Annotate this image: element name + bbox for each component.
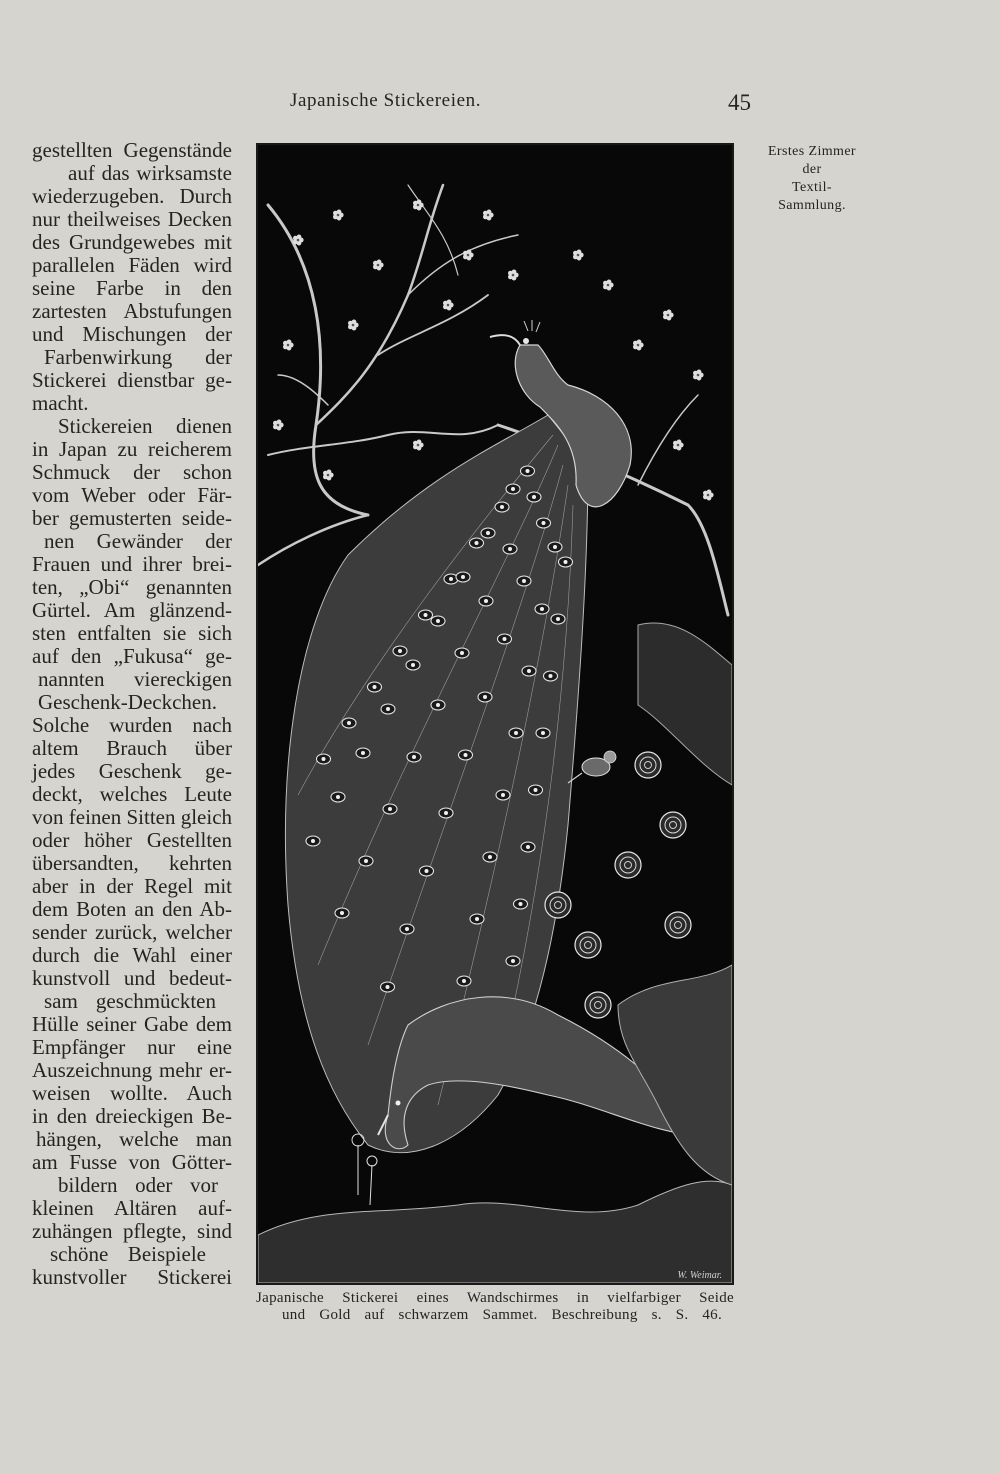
tail-eyespot: [331, 792, 345, 802]
rose-outer: [615, 852, 641, 878]
eyespot-center: [347, 721, 351, 725]
eyespot-center: [322, 757, 326, 761]
tail-eyespot: [483, 852, 497, 862]
blossom-petal: [337, 210, 342, 215]
tail-eyespot: [431, 700, 445, 710]
blossom-petal: [707, 490, 712, 495]
tail-eyespot: [306, 836, 320, 846]
eyespot-center: [553, 545, 557, 549]
eyespot-center: [540, 607, 544, 611]
body-line: weisen wollte. Auch: [32, 1081, 232, 1105]
eyespot-center: [534, 788, 538, 792]
body-line: Schmuck der schon: [32, 460, 232, 484]
blossom-center: [337, 214, 340, 217]
eyespot-center: [503, 637, 507, 641]
eyespot-center: [511, 959, 515, 963]
tail-eyespot: [406, 660, 420, 670]
tail-eyespot: [393, 646, 407, 656]
caption-line: und Gold auf schwarzem Sammet. Beschreibung s. S. 46.: [282, 1307, 722, 1323]
tail-eyespot: [529, 785, 543, 795]
blossom-center: [677, 444, 680, 447]
tail-eyespot: [506, 956, 520, 966]
eyespot-center: [522, 579, 526, 583]
tail-eyespot: [498, 634, 512, 644]
tail-eyespot: [478, 692, 492, 702]
body-line: bildern oder vor: [58, 1173, 218, 1197]
eyespot-center: [483, 695, 487, 699]
body-line: vom Weber oder Fär-: [32, 483, 232, 507]
eyespot-center: [462, 979, 466, 983]
eyespot-center: [388, 807, 392, 811]
eyespot-center: [541, 731, 545, 735]
eyespot-center: [373, 685, 377, 689]
tail-eyespot: [368, 682, 382, 692]
tail-eyespot: [470, 914, 484, 924]
blossom-center: [417, 204, 420, 207]
blossom-petal: [277, 420, 282, 425]
blossom-center: [277, 424, 280, 427]
blossom-petal: [637, 340, 642, 345]
body-line: dem Boten an den Ab-: [32, 897, 232, 921]
body-line: nannten viereckigen: [38, 667, 232, 691]
tail-eyespot: [544, 671, 558, 681]
peacock-embroidery-artwork: [258, 145, 732, 1283]
eyespot-center: [556, 617, 560, 621]
blossom-center: [512, 274, 515, 277]
body-line: Hülle seiner Gabe dem: [32, 1012, 232, 1036]
body-line: altem Brauch über: [32, 736, 232, 760]
eyespot-center: [412, 755, 416, 759]
body-line: jedes Geschenk ge-: [32, 759, 232, 783]
rose: [585, 992, 611, 1018]
eyespot-center: [542, 521, 546, 525]
eyespot-center: [336, 795, 340, 799]
eyespot-center: [486, 531, 490, 535]
margin-note-line: der: [802, 162, 822, 177]
body-line: zuhängen pflegte, sind: [32, 1219, 232, 1243]
blossom-center: [637, 344, 640, 347]
body-line: durch die Wahl einer: [32, 943, 232, 967]
blossom-petal: [377, 260, 382, 265]
eyespot-center: [364, 859, 368, 863]
body-line: am Fusse von Götter-: [32, 1150, 232, 1174]
rose-outer: [665, 912, 691, 938]
body-line: Solche wurden nach: [32, 713, 232, 737]
body-line: Stickerei dienstbar ge-: [32, 368, 232, 392]
body-line: nen Gewänder der: [44, 529, 232, 553]
blossom-petal: [512, 270, 517, 275]
blossom-petal: [467, 250, 472, 255]
blossom-petal: [667, 310, 672, 315]
tail-eyespot: [470, 538, 484, 548]
eyespot-center: [361, 751, 365, 755]
tail-eyespot: [381, 704, 395, 714]
body-line: kunstvoller Stickerei: [32, 1265, 232, 1289]
tail-eyespot: [479, 596, 493, 606]
rose-outer: [635, 752, 661, 778]
tail-eyespot: [459, 750, 473, 760]
body-line: Geschenk-Deckchen.: [38, 690, 217, 714]
eyespot-center: [311, 839, 315, 843]
blossom-petal: [697, 370, 702, 375]
tail-eyespot: [495, 502, 509, 512]
eyespot-center: [461, 575, 465, 579]
tail-eyespot: [527, 492, 541, 502]
eyespot-center: [508, 547, 512, 551]
body-line: Auszeichnung mehr er-: [32, 1058, 232, 1082]
body-line: macht.: [32, 391, 89, 415]
body-line: oder höher Gestellten: [32, 828, 232, 852]
body-line: ten, „Obi“ genannten: [32, 575, 232, 599]
eyespot-center: [549, 674, 553, 678]
tail-eyespot: [536, 728, 550, 738]
eyespot-center: [526, 845, 530, 849]
body-line: deckt, welches Leute: [32, 782, 232, 806]
rose: [660, 812, 686, 838]
tail-eyespot: [535, 604, 549, 614]
body-line: in den dreieckigen Be-: [32, 1104, 232, 1128]
blossom-petal: [417, 200, 422, 205]
tail-eyespot: [481, 528, 495, 538]
blossom-petal: [417, 440, 422, 445]
blossom-center: [417, 444, 420, 447]
eyespot-center: [425, 869, 429, 873]
tail-eyespot: [551, 614, 565, 624]
tail-eyespot: [419, 610, 433, 620]
eyespot-center: [436, 619, 440, 623]
eyespot-center: [532, 495, 536, 499]
running-head: Japanische Stickereien.: [290, 90, 482, 111]
body-line: übersandten, kehrten: [32, 851, 232, 875]
body-line: Stickereien dienen: [58, 414, 232, 438]
tail-eyespot: [431, 616, 445, 626]
tail-eyespot: [420, 866, 434, 876]
rose: [545, 892, 571, 918]
tail-eyespot: [503, 544, 517, 554]
artist-signature: W. Weimar.: [677, 1270, 722, 1281]
body-line: Empfänger nur eine: [32, 1035, 232, 1059]
rose: [635, 752, 661, 778]
tail-eyespot: [517, 576, 531, 586]
tail-eyespot: [407, 752, 421, 762]
body-line: von feinen Sitten gleich: [32, 805, 233, 829]
eyespot-center: [488, 855, 492, 859]
eyespot-center: [526, 469, 530, 473]
blossom-center: [697, 374, 700, 377]
eyespot-center: [444, 811, 448, 815]
blossom-center: [327, 474, 330, 477]
eyespot-center: [386, 707, 390, 711]
body-line: Frauen und ihrer brei-: [32, 552, 232, 576]
rose-outer: [585, 992, 611, 1018]
blossom-center: [352, 324, 355, 327]
eyespot-center: [500, 505, 504, 509]
illustration-caption: [256, 1290, 734, 1324]
body-line: des Grundgewebes mit: [32, 230, 232, 254]
tail-eyespot: [548, 542, 562, 552]
margin-note: [752, 143, 872, 215]
rose: [665, 912, 691, 938]
body-line: hängen, welche man: [36, 1127, 232, 1151]
blossom-center: [607, 284, 610, 287]
tail-eyespot: [456, 572, 470, 582]
tail-eyespot: [521, 466, 535, 476]
margin-note-line: Sammlung.: [778, 198, 846, 213]
body-line: in Japan zu reicherem: [32, 437, 232, 461]
eyespot-center: [514, 731, 518, 735]
tail-eyespot: [381, 982, 395, 992]
body-line: auf den „Fukusa“ ge-: [32, 644, 232, 668]
body-line: und Mischungen der: [32, 322, 232, 346]
rose-outer: [575, 932, 601, 958]
eyespot-center: [424, 613, 428, 617]
body-line: ber gemusterten seide-: [32, 506, 232, 530]
eyespot-center: [436, 703, 440, 707]
eyespot-center: [527, 669, 531, 673]
body-line: kleinen Altären auf-: [32, 1196, 232, 1220]
eyespot-center: [449, 577, 453, 581]
blossom-petal: [607, 280, 612, 285]
body-line: sten entfalten sie sich: [32, 621, 232, 645]
blossom-petal: [287, 340, 292, 345]
body-line: aber in der Regel mit: [32, 874, 232, 898]
blossom-center: [577, 254, 580, 257]
tail-eyespot: [383, 804, 397, 814]
blossom-petal: [677, 440, 682, 445]
tail-eyespot: [400, 924, 414, 934]
body-line: sender zurück, welcher: [32, 920, 232, 944]
tail-eyespot: [342, 718, 356, 728]
blossom-center: [487, 214, 490, 217]
tail-eyespot: [359, 856, 373, 866]
eyespot-center: [475, 917, 479, 921]
eyespot-center: [475, 541, 479, 545]
tail-eyespot: [559, 557, 573, 567]
eyespot-center: [564, 560, 568, 564]
body-line: Farbenwirkung der: [44, 345, 232, 369]
eyespot-center: [484, 599, 488, 603]
tail-eyespot: [317, 754, 331, 764]
body-line: kunstvoll und bedeut-: [32, 966, 232, 990]
tail-eyespot: [496, 790, 510, 800]
blossom-petal: [577, 250, 582, 255]
rose: [615, 852, 641, 878]
blossom-petal: [352, 320, 357, 325]
body-line: seine Farbe in den: [32, 276, 232, 300]
body-line: auf das wirksamste: [68, 161, 232, 185]
blossom-center: [467, 254, 470, 257]
blossom-center: [447, 304, 450, 307]
tail-eyespot: [537, 518, 551, 528]
tail-eyespot: [521, 842, 535, 852]
blossom-center: [667, 314, 670, 317]
blossom-petal: [447, 300, 452, 305]
tail-eyespot: [506, 484, 520, 494]
tail-eyespot: [356, 748, 370, 758]
eyespot-center: [340, 911, 344, 915]
page-number: 45: [728, 90, 751, 115]
eyespot-center: [464, 753, 468, 757]
blossom-petal: [327, 470, 332, 475]
eyespot-center: [511, 487, 515, 491]
tail-eyespot: [455, 648, 469, 658]
caption-line: Japanische Stickerei eines Wandschirmes in vielfarbiger Seide: [256, 1290, 734, 1306]
tail-eyespot: [514, 899, 528, 909]
body-line: gestellten Gegenstände: [32, 138, 232, 162]
body-line: Gürtel. Am glänzend-: [32, 598, 232, 622]
blossom-petal: [487, 210, 492, 215]
eyespot-center: [501, 793, 505, 797]
body-line: parallelen Fäden wird: [32, 253, 232, 277]
tail-eyespot: [509, 728, 523, 738]
eyespot-center: [460, 651, 464, 655]
body-line: zartesten Abstufungen: [32, 299, 232, 323]
rose: [575, 932, 601, 958]
rose-outer: [660, 812, 686, 838]
body-line: wiederzugeben. Durch: [32, 184, 232, 208]
blossom-center: [377, 264, 380, 267]
tail-eyespot: [335, 908, 349, 918]
eyespot-center: [519, 902, 523, 906]
eyespot-center: [386, 985, 390, 989]
rose-outer: [545, 892, 571, 918]
body-line: schöne Beispiele: [50, 1242, 206, 1266]
blossom-center: [707, 494, 710, 497]
body-line: nur theilweises Decken: [32, 207, 232, 231]
blossom-center: [297, 239, 300, 242]
body-line: sam geschmückten: [44, 989, 216, 1013]
blossom-center: [287, 344, 290, 347]
eyespot-center: [398, 649, 402, 653]
tail-eyespot: [439, 808, 453, 818]
peacock-embroidery-illustration: [256, 143, 734, 1285]
tail-eyespot: [457, 976, 471, 986]
eyespot-center: [405, 927, 409, 931]
tail-eyespot: [522, 666, 536, 676]
eyespot-center: [411, 663, 415, 667]
margin-note-line: Textil-: [792, 180, 832, 195]
margin-note-line: Erstes Zimmer: [767, 144, 856, 159]
blossom-petal: [297, 235, 302, 240]
